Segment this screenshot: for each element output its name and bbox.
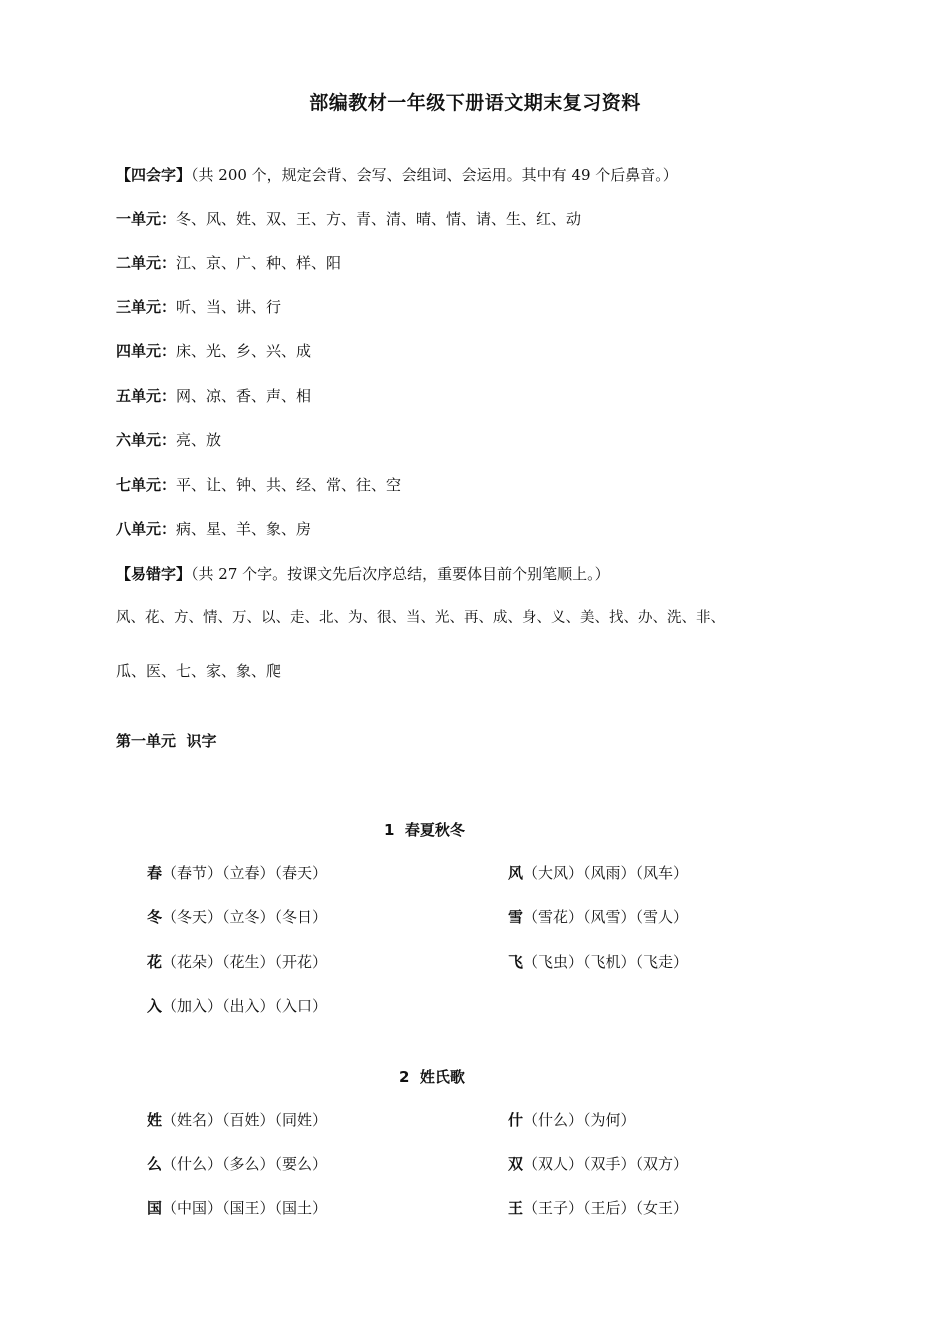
error-prone-chars-line-1: 风、花、方、情、万、以、走、北、为、很、当、光、再、成、身、义、美、找、办、洗、非、 [116, 610, 725, 626]
vocab-words: （雪花）（风雪）（雪人） [523, 908, 689, 926]
vocab-entry [508, 1154, 688, 1174]
unit-label: 三单元： [116, 298, 177, 316]
vocab-entry [508, 907, 688, 927]
error-prone-note: （共 27 个字。按课文先后次序总结，重要体目前个别笔顺上。） [191, 565, 610, 583]
vocab-char: 双 [508, 1155, 524, 1173]
unit-line [116, 430, 221, 450]
vocab-words: （飞虫）（飞机）（飞走） [523, 953, 689, 971]
four-skill-note: （共 200 个，规定会背、会写、会组词、会运用。其中有 49 个后鼻音。） [191, 166, 678, 184]
vocab-words: （中国）（国王）（国土） [162, 1199, 328, 1217]
vocab-entry [147, 952, 327, 972]
vocab-words: （什么）（为何） [523, 1111, 636, 1129]
unit-chars: 病、星、羊、象、房 [176, 520, 312, 538]
vocab-char: 姓 [147, 1111, 163, 1129]
unit-label: 七单元： [116, 476, 177, 494]
vocab-char: 入 [147, 997, 163, 1015]
vocab-words: （姓名）（百姓）（同姓） [162, 1111, 328, 1129]
vocab-entry [147, 1198, 327, 1218]
vocab-entry [508, 1110, 636, 1130]
vocab-char: 王 [508, 1199, 524, 1217]
error-prone-chars-line-2: 瓜、医、七、家、象、爬 [116, 662, 282, 680]
four-skill-chars-line [116, 165, 678, 185]
vocab-char: 春 [147, 864, 163, 882]
unit-chars: 听、当、讲、行 [176, 298, 282, 316]
vocab-entry [508, 952, 688, 972]
vocab-char: 什 [508, 1111, 524, 1129]
vocab-entry [508, 1198, 688, 1218]
unit-chars: 床、光、乡、兴、成 [176, 342, 312, 360]
section-heading: 第一单元 识字 [116, 732, 217, 750]
unit-line [116, 341, 311, 361]
unit-label: 二单元： [116, 254, 177, 272]
unit-line [116, 209, 581, 229]
unit-chars: 冬、风、姓、双、王、方、青、清、晴、情、请、生、红、动 [176, 210, 582, 228]
vocab-words: （双人）（双手）（双方） [523, 1155, 689, 1173]
vocab-char: 雪 [508, 908, 524, 926]
vocab-entry [147, 907, 327, 927]
vocab-char: 冬 [147, 908, 163, 926]
vocab-char: 国 [147, 1199, 163, 1217]
unit-chars: 平、让、钟、共、经、常、往、空 [176, 476, 402, 494]
vocab-entry [147, 863, 327, 883]
unit-line [116, 475, 401, 495]
vocab-words: （王子）（王后）（女王） [523, 1199, 689, 1217]
unit-line [116, 297, 281, 317]
unit-chars: 亮、放 [176, 431, 222, 449]
unit-chars: 江、京、广、种、样、阳 [176, 254, 342, 272]
vocab-words: （花朵）（花生）（开花） [162, 953, 328, 971]
unit-label: 四单元： [116, 342, 177, 360]
unit-chars: 网、凉、香、声、相 [176, 387, 312, 405]
lesson-title: 2 姓氏歌 [399, 1068, 465, 1086]
vocab-char: 么 [147, 1155, 163, 1173]
vocab-entry [147, 1110, 327, 1130]
vocab-char: 风 [508, 864, 524, 882]
unit-label: 八单元： [116, 520, 177, 538]
document-title: 部编教材一年级下册语文期末复习资料 [309, 92, 641, 114]
vocab-words: （冬天）（立冬）（冬日） [162, 908, 328, 926]
unit-label: 一单元： [116, 210, 177, 228]
vocab-entry [147, 996, 327, 1016]
vocab-words: （大风）（风雨）（风车） [523, 864, 689, 882]
unit-label: 六单元： [116, 431, 177, 449]
vocab-entry [508, 863, 688, 883]
error-prone-header [116, 564, 610, 584]
vocab-char: 飞 [508, 953, 524, 971]
lesson-title: 1 春夏秋冬 [384, 821, 465, 839]
unit-line [116, 386, 311, 406]
unit-label: 五单元： [116, 387, 177, 405]
error-prone-label: 【易错字】 [116, 565, 192, 583]
vocab-char: 花 [147, 953, 163, 971]
vocab-words: （什么）（多么）（要么） [162, 1155, 328, 1173]
vocab-words: （春节）（立春）（春天） [162, 864, 328, 882]
unit-line [116, 253, 341, 273]
four-skill-label: 【四会字】 [116, 166, 192, 184]
vocab-words: （加入）（出入）（入口） [162, 997, 328, 1015]
vocab-entry [147, 1154, 327, 1174]
unit-line [116, 519, 311, 539]
